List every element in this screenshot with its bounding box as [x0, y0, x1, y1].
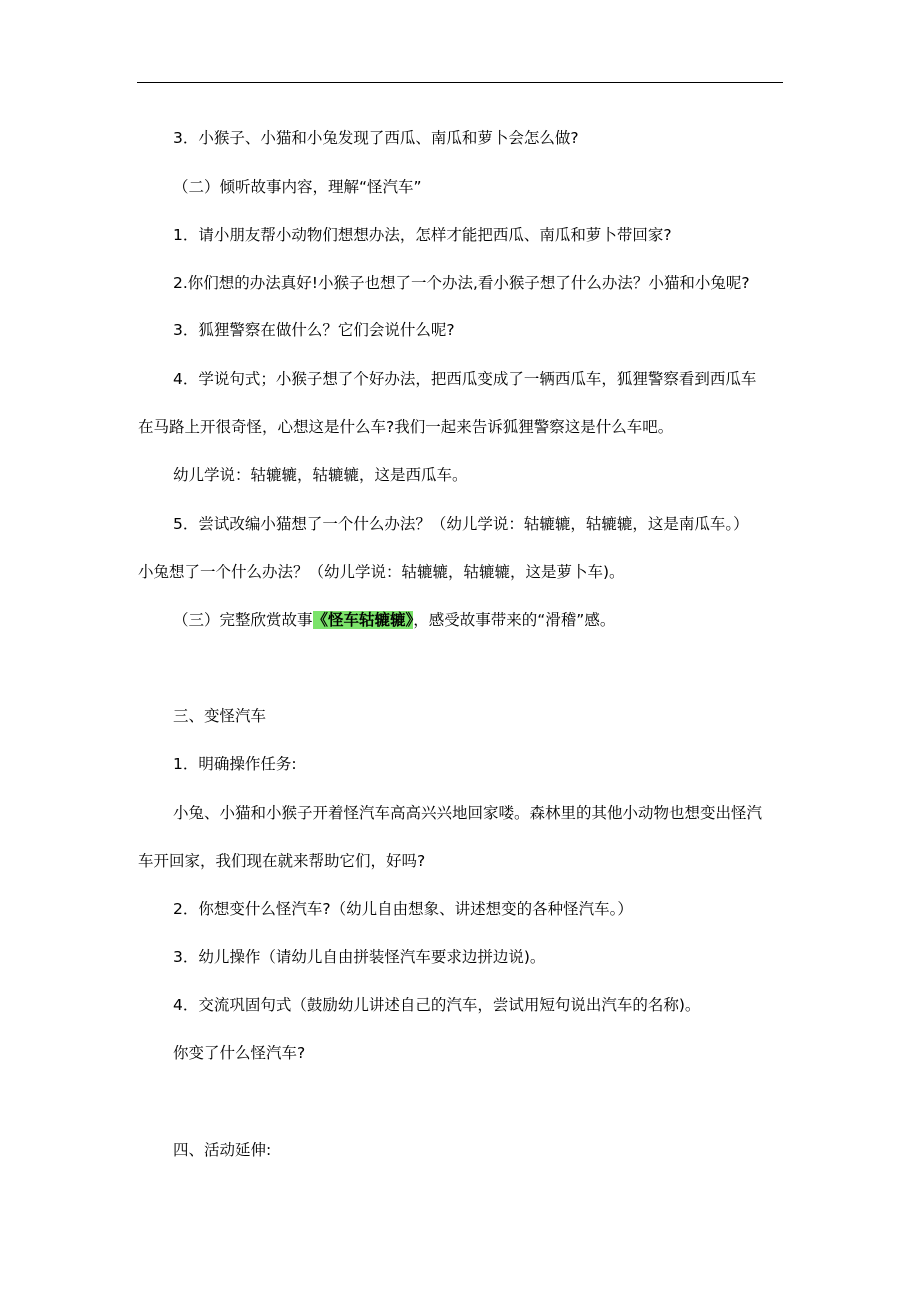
header-rule: [137, 82, 783, 83]
paragraph-line: 1．明确操作任务:: [173, 755, 297, 773]
paragraph-line: 4．学说句式；小猴子想了个好办法，把西瓜变成了一辆西瓜车，狐狸警察看到西瓜车: [173, 370, 757, 388]
section-heading: （二）倾听故事内容，理解“怪汽车”: [173, 178, 422, 196]
heading-suffix: ，感受故事带来的“滑稽”感。: [413, 611, 616, 629]
story-title-highlight: 《怪车轱辘辘》: [312, 611, 414, 629]
paragraph-line: 2．你想变什么怪汽车?（幼儿自由想象、讲述想变的各种怪汽车。）: [173, 900, 633, 918]
paragraph-line: 小兔想了一个什么办法？（幼儿学说：轱辘辘，轱辘辘，这是萝卜车)。: [138, 563, 625, 581]
paragraph-line: 3．狐狸警察在做什么？它们会说什么呢?: [173, 321, 455, 339]
heading-prefix: （三）完整欣赏故事: [173, 611, 313, 629]
paragraph-line: 4．交流巩固句式（鼓励幼儿讲述自己的汽车，尝试用短句说出汽车的名称)。: [173, 996, 701, 1014]
paragraph-line: 车开回家，我们现在就来帮助它们，好吗?: [138, 852, 426, 870]
paragraph-line: 5．尝试改编小猫想了一个什么办法？（幼儿学说：轱辘辘，轱辘辘，这是南瓜车。）: [173, 515, 749, 533]
paragraph-line: 小兔、小猫和小猴子开着怪汽车高高兴兴地回家喽。森林里的其他小动物也想变出怪汽: [173, 804, 763, 822]
paragraph-line: 3．小猴子、小猫和小兔发现了西瓜、南瓜和萝卜会怎么做?: [173, 129, 579, 147]
paragraph-line: 2.你们想的办法真好!小猴子也想了一个办法,看小猴子想了什么办法？小猫和小兔呢?: [173, 274, 750, 292]
section-heading: 四、活动延伸:: [173, 1141, 272, 1159]
section-heading: 三、变怪汽车: [173, 707, 267, 725]
paragraph-line: 在马路上开很奇怪，心想这是什么车?我们一起来告诉狐狸警察这是什么车吧。: [138, 418, 674, 436]
paragraph-line: 1．请小朋友帮小动物们想想办法，怎样才能把西瓜、南瓜和萝卜带回家?: [173, 226, 672, 244]
section-heading-with-title: [173, 610, 615, 630]
paragraph-line: 3．幼儿操作（请幼儿自由拼装怪汽车要求边拼边说)。: [173, 948, 546, 966]
paragraph-line: 你变了什么怪汽车?: [173, 1044, 306, 1062]
paragraph-line: 幼儿学说：轱辘辘，轱辘辘，这是西瓜车。: [173, 466, 468, 484]
